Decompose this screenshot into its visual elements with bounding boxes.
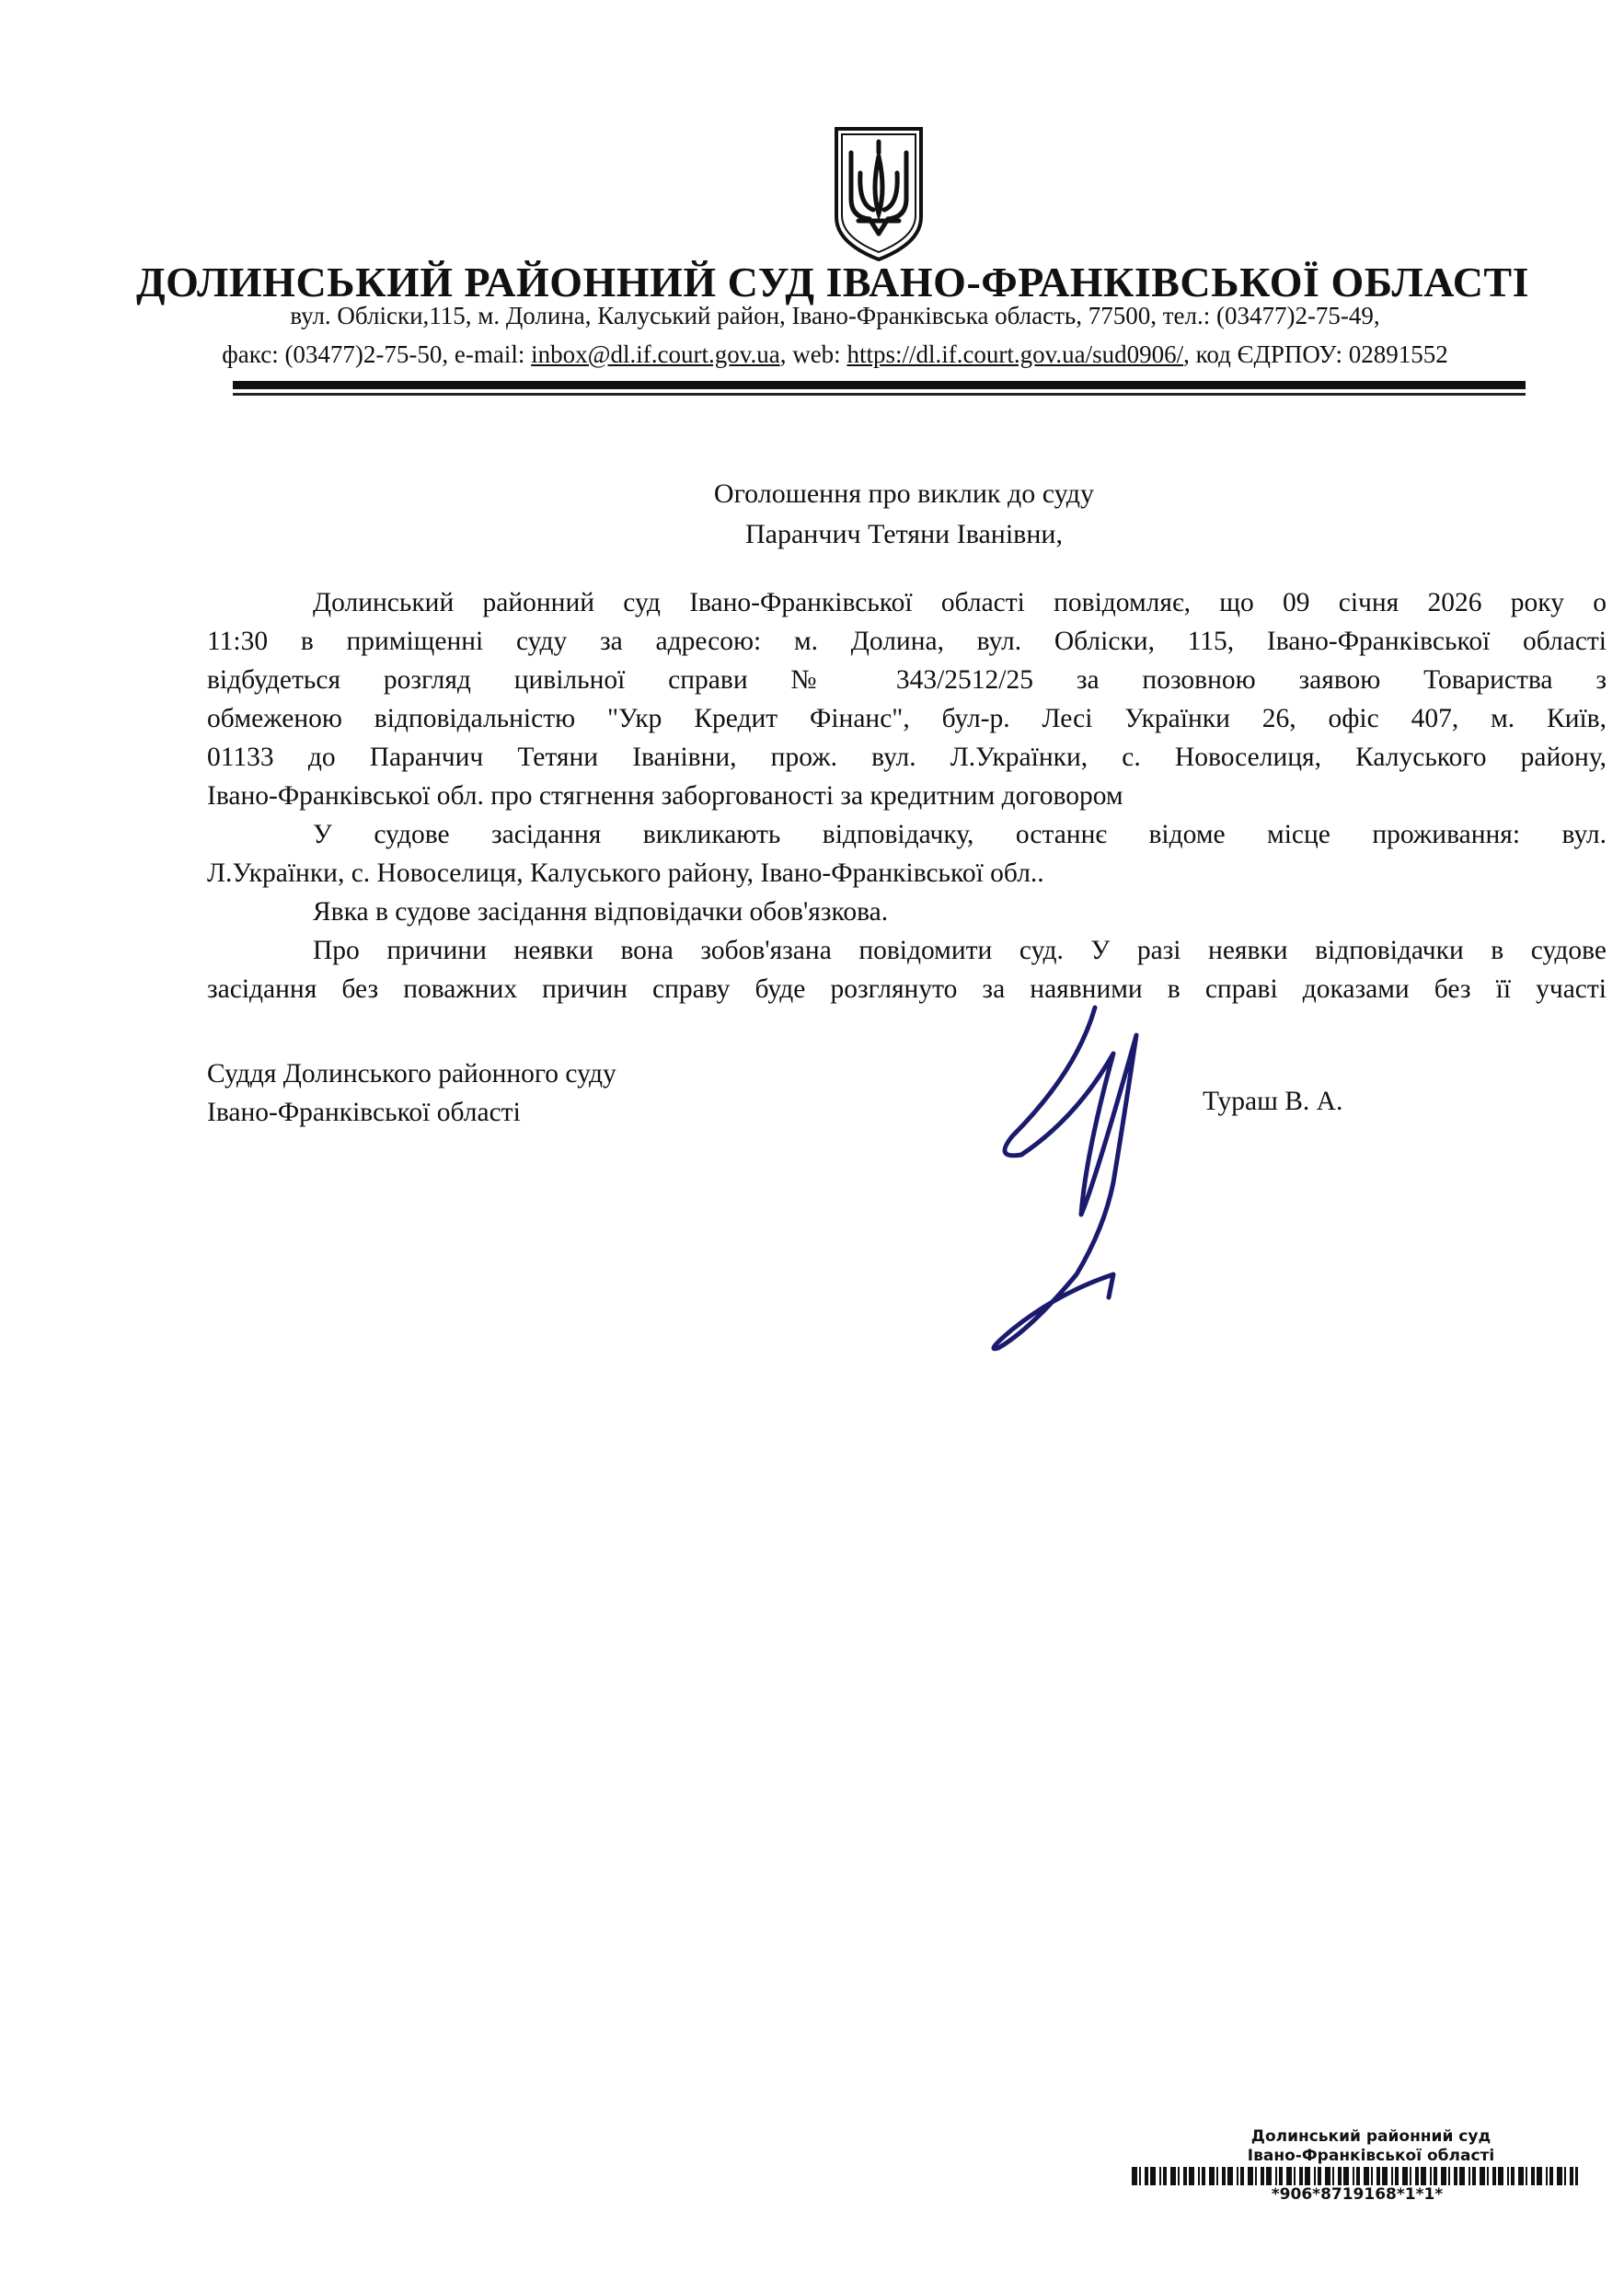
barcode-bar xyxy=(1261,2167,1264,2185)
barcode-bar xyxy=(1150,2167,1156,2185)
barcode-bar xyxy=(1472,2167,1476,2185)
body-line: У судове засідання викликають відповідачку, останнє відоме місце проживання: вул. xyxy=(313,820,1607,849)
barcode-bar xyxy=(1170,2167,1176,2185)
body-line: Івано-Франківської обл. про стягнення заборгованості за кредитним договором xyxy=(207,781,1123,811)
barcode-bar xyxy=(1537,2167,1542,2185)
barcode-bar xyxy=(1371,2167,1373,2185)
barcode-bar xyxy=(1163,2167,1167,2185)
barcode-bar xyxy=(1145,2167,1148,2185)
barcode-bar xyxy=(1198,2167,1200,2185)
fax-text: факс: (03477)2-75-50, e-mail: xyxy=(222,340,532,368)
barcode-bar xyxy=(1526,2167,1527,2185)
barcode-bar xyxy=(1216,2167,1218,2185)
barcode-bar xyxy=(1441,2167,1446,2185)
barcode-bar xyxy=(1279,2167,1283,2185)
barcode-bar xyxy=(1159,2167,1161,2185)
barcode-bar xyxy=(1222,2167,1226,2185)
barcode-bar xyxy=(1353,2167,1354,2185)
barcode-bar xyxy=(1570,2167,1573,2185)
barcode-bar xyxy=(1318,2167,1321,2185)
body-line: обмеженою відповідальністю "Укр Кредит Фінанс", бул-р. Лесі Українки 26, офіс 407, м. Київ, xyxy=(207,704,1607,733)
body-line: Долинський районний суд Івано-Франківської області повідомляє, що 09 січня 2026 року о xyxy=(313,588,1607,617)
judge-title xyxy=(207,1054,616,1132)
notice-addressee: Паранчич Тетяни Іванівни, xyxy=(745,519,1063,549)
barcode-bar xyxy=(1189,2167,1194,2185)
barcode-bar xyxy=(1325,2167,1330,2185)
coat-of-arms-icon xyxy=(831,125,927,261)
barcode-bar xyxy=(1434,2167,1437,2185)
email-link[interactable]: inbox@dl.if.court.gov.ua xyxy=(531,340,780,368)
registry-stamp xyxy=(1132,2127,1583,2204)
barcode-bar xyxy=(1448,2167,1450,2185)
barcode-bar xyxy=(1139,2167,1141,2185)
barcode-bar xyxy=(1402,2167,1408,2185)
barcode-bar xyxy=(1314,2167,1316,2185)
court-address: вул. Обліски,115, м. Долина, Калуський район, Івано-Франківська область, 77500, тел.: (03477)2-75-49, xyxy=(290,302,1380,329)
barcode-bar xyxy=(1178,2167,1180,2185)
barcode-bar xyxy=(1469,2167,1470,2185)
body-line: Явка в судове засідання відповідачки обов'язкова. xyxy=(313,897,889,927)
barcode-bar xyxy=(1391,2167,1393,2185)
barcode-bar xyxy=(1183,2167,1187,2185)
court-name-heading: ДОЛИНСЬКИЙ РАЙОННИЙ СУД ІВАНО-ФРАНКІВСЬКОЇ ОБЛАСТІ xyxy=(135,259,1530,305)
barcode-bar xyxy=(1237,2167,1238,2185)
barcode-bar xyxy=(1305,2167,1310,2185)
barcode-bar xyxy=(1454,2167,1457,2185)
barcode-bar xyxy=(1511,2167,1515,2185)
body-line: Про причини неявки вона зобов'язана повідомити суд. У разі неявки відповідачки в судове xyxy=(313,936,1607,965)
body-line: Л.Українки, с. Новоселиця, Калуського району, Івано-Франківської обл.. xyxy=(207,858,1044,888)
judge-name: Тураш В. А. xyxy=(1203,1087,1343,1116)
barcode-bar xyxy=(1421,2167,1426,2185)
barcode-bar xyxy=(1209,2167,1215,2185)
barcode-bar xyxy=(1557,2167,1562,2185)
barcode-bar xyxy=(1410,2167,1411,2185)
barcode-bar xyxy=(1338,2167,1342,2185)
barcode-bar xyxy=(1459,2167,1465,2185)
barcode-bar xyxy=(1395,2167,1399,2185)
barcode-bar xyxy=(1575,2167,1578,2185)
barcode-bar xyxy=(1376,2167,1380,2185)
barcode-bar xyxy=(1132,2167,1137,2185)
body-line: засідання без поважних причин справу буде розглянуто за наявними в справі доказами без її участі xyxy=(207,974,1607,1004)
handwritten-signature xyxy=(975,998,1196,1357)
barcode-bar xyxy=(1480,2167,1485,2185)
barcode-bar xyxy=(1299,2167,1303,2185)
body-line: 01133 до Паранчич Тетяни Іванівни, прож. вул. Л.Українки, с. Новоселиця, Калуського району, xyxy=(207,743,1607,772)
barcode-bar xyxy=(1343,2167,1349,2185)
judge-title-line: Суддя Долинського районного суду xyxy=(207,1059,616,1089)
barcode-bar xyxy=(1531,2167,1535,2185)
barcode-number: *906*8719168*1*1* xyxy=(1271,2185,1444,2204)
barcode-bar xyxy=(1415,2167,1419,2185)
barcode-bar xyxy=(1356,2167,1360,2185)
barcode-bar xyxy=(1364,2167,1369,2185)
barcode-bar xyxy=(1286,2167,1292,2185)
barcode-bar xyxy=(1382,2167,1388,2185)
notice-body xyxy=(207,583,1607,1008)
barcode-bar xyxy=(1518,2167,1524,2185)
barcode-bar xyxy=(1546,2167,1548,2185)
web-link[interactable]: https://dl.if.court.gov.ua/sud0906/ xyxy=(847,340,1184,368)
barcode-bar xyxy=(1492,2167,1496,2185)
court-contacts xyxy=(0,340,1624,369)
barcode-bar xyxy=(1564,2167,1566,2185)
judge-title-line: Івано-Франківської області xyxy=(207,1098,521,1127)
notice-title: Оголошення про виклик до суду xyxy=(713,478,1095,509)
barcode-bar xyxy=(1498,2167,1503,2185)
stamp-line: Івано-Франківської області xyxy=(1247,2147,1495,2165)
letterhead-divider xyxy=(233,381,1526,396)
edrpou-code: , код ЄДРПОУ: 02891552 xyxy=(1183,340,1448,368)
barcode-bar xyxy=(1487,2167,1489,2185)
barcode-bar xyxy=(1275,2167,1277,2185)
barcode-bar xyxy=(1227,2167,1233,2185)
barcode-bar xyxy=(1507,2167,1509,2185)
barcode-bar xyxy=(1430,2167,1432,2185)
barcode-bar xyxy=(1332,2167,1334,2185)
barcode-bar xyxy=(1266,2167,1272,2185)
barcode-bar xyxy=(1294,2167,1296,2185)
body-line: відбудеться розгляд цивільної справи № 343/2512/25 за позовною заявою Товариства з xyxy=(207,665,1607,695)
barcode-icon xyxy=(1132,2167,1578,2185)
barcode-bar xyxy=(1255,2167,1257,2185)
body-line: 11:30 в приміщенні суду за адресою: м. Долина, вул. Обліски, 115, Івано-Франківської області xyxy=(207,627,1607,656)
web-label: , web: xyxy=(779,340,847,368)
stamp-line: Долинський районний суд xyxy=(1250,2127,1492,2146)
barcode-bar xyxy=(1248,2167,1253,2185)
barcode-bar xyxy=(1240,2167,1244,2185)
barcode-bar xyxy=(1549,2167,1553,2185)
barcode-bar xyxy=(1202,2167,1205,2185)
